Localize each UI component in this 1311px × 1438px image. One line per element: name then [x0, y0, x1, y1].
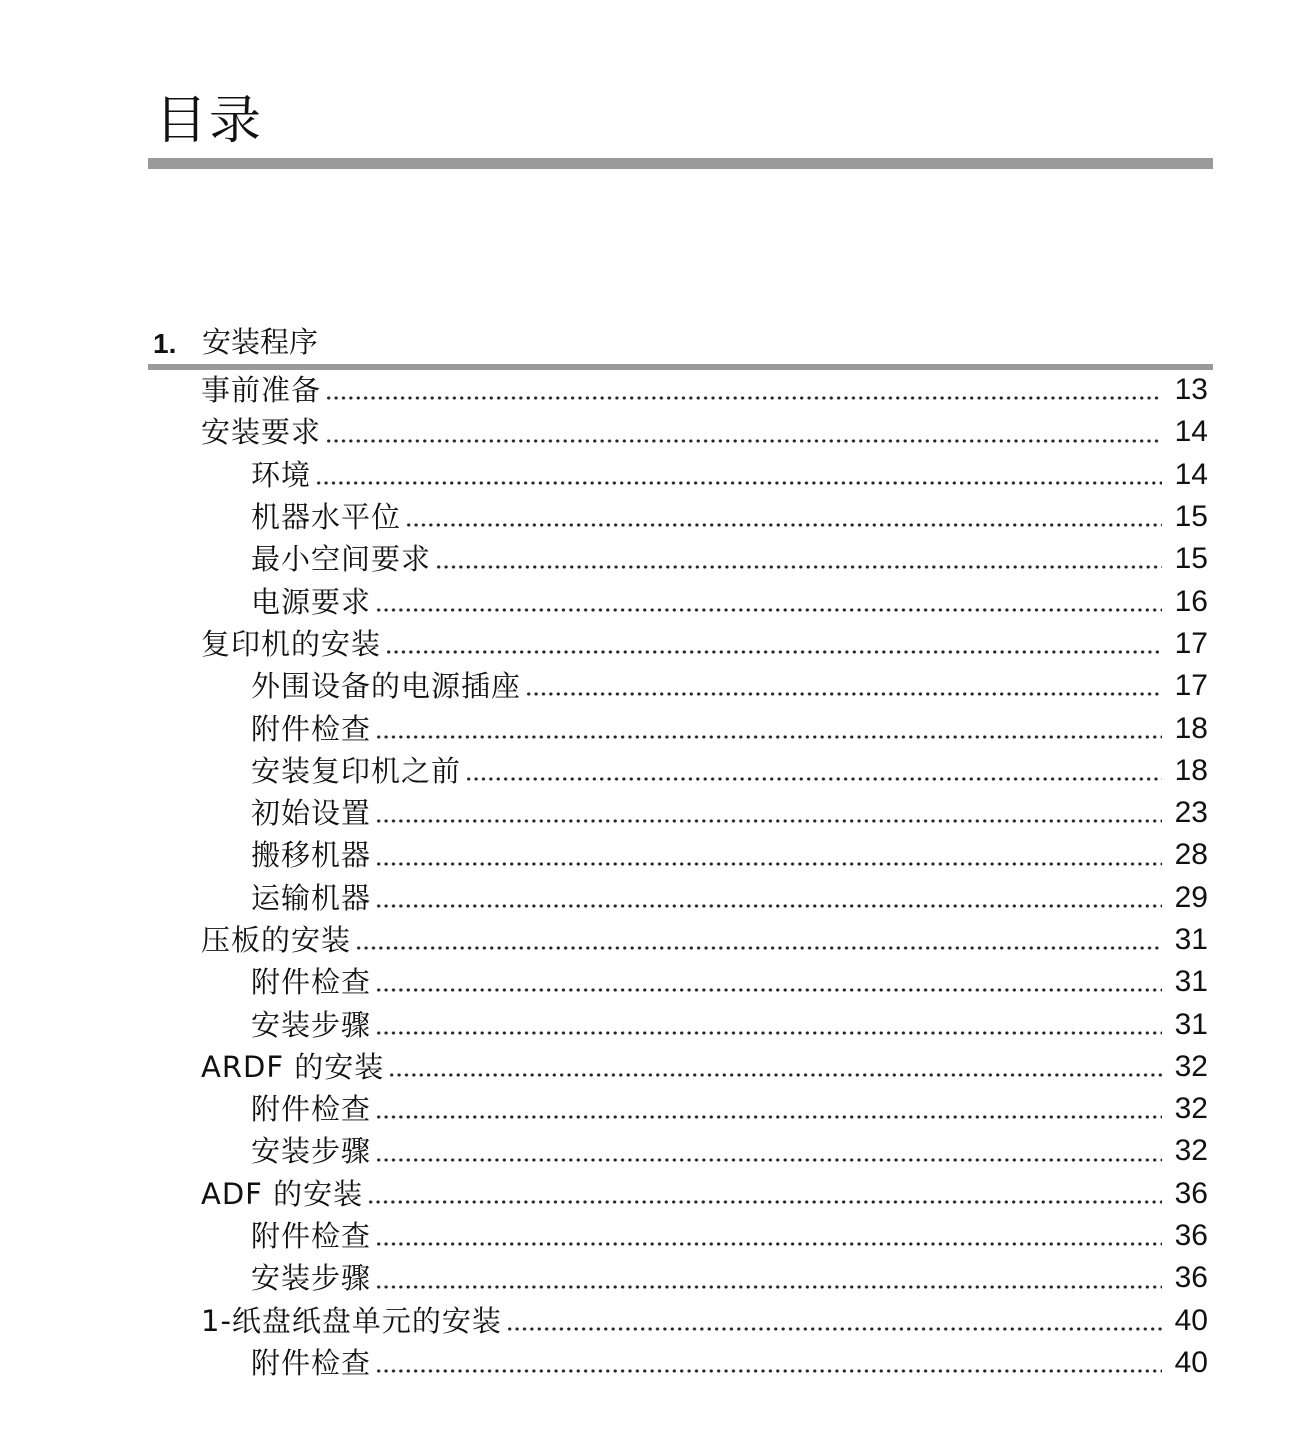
toc-entry[interactable]	[0, 538, 1311, 580]
toc-entry[interactable]	[0, 369, 1311, 411]
toc-page-number: 36	[1174, 1176, 1208, 1210]
toc-page-number: 31	[1174, 1007, 1208, 1041]
toc-page-number: 28	[1174, 838, 1208, 872]
dot-leader	[375, 1227, 1162, 1247]
dot-leader	[388, 1058, 1162, 1078]
toc-entry-title: 1-纸盘纸盘单元的安装	[201, 1303, 502, 1338]
toc-page-number: 13	[1174, 373, 1208, 407]
toc-page-number: 15	[1174, 542, 1208, 576]
toc-entry-title: 事前准备	[201, 373, 322, 408]
toc-page-number: 32	[1174, 1134, 1208, 1168]
toc-page-number: 36	[1174, 1219, 1208, 1253]
toc-entry-title: 复印机的安装	[201, 626, 382, 661]
chapter-title: 安装程序	[202, 325, 319, 359]
toc-entry[interactable]	[0, 834, 1311, 876]
toc-entry[interactable]	[0, 623, 1311, 665]
page-title: 目录	[155, 91, 264, 151]
toc-entry[interactable]	[0, 961, 1311, 1003]
toc-entry[interactable]	[0, 496, 1311, 538]
toc-page-number: 40	[1174, 1303, 1208, 1337]
dot-leader	[435, 550, 1162, 570]
toc-list	[0, 369, 1311, 1384]
toc-entry[interactable]	[0, 1003, 1311, 1045]
toc-entry[interactable]	[0, 750, 1311, 792]
toc-page-number: 36	[1174, 1261, 1208, 1295]
dot-leader	[375, 889, 1162, 909]
chapter-number: 1.	[153, 328, 177, 359]
dot-leader	[367, 1185, 1162, 1205]
toc-entry[interactable]	[0, 792, 1311, 834]
toc-entry[interactable]	[0, 707, 1311, 749]
toc-entry[interactable]	[0, 1130, 1311, 1172]
toc-entry[interactable]	[0, 411, 1311, 453]
dot-leader	[375, 1143, 1162, 1163]
toc-entry-title: 外围设备的电源插座	[251, 669, 522, 704]
toc-page-number: 18	[1174, 753, 1208, 787]
title-divider	[148, 158, 1213, 169]
toc-entry-title: 运输机器	[251, 880, 372, 915]
dot-leader	[465, 762, 1162, 782]
toc-entry-title: 电源要求	[251, 584, 372, 619]
toc-entry-title: ADF 的安装	[201, 1176, 364, 1211]
toc-page-number: 16	[1174, 584, 1208, 618]
toc-entry-title: 附件检查	[251, 1219, 372, 1254]
toc-entry-title: 压板的安装	[201, 923, 352, 957]
toc-page-number: 23	[1174, 796, 1208, 830]
toc-entry[interactable]	[0, 1342, 1311, 1384]
toc-page-number: 15	[1174, 500, 1208, 534]
dot-leader	[385, 635, 1162, 655]
toc-entry[interactable]	[0, 1088, 1311, 1130]
toc-entry-title: 安装复印机之前	[251, 753, 462, 788]
dot-leader	[325, 424, 1162, 444]
toc-page-number: 32	[1174, 1049, 1208, 1083]
dot-leader	[375, 720, 1162, 740]
toc-entry[interactable]	[0, 919, 1311, 961]
toc-entry-title: ARDF 的安装	[201, 1049, 385, 1084]
toc-entry[interactable]	[0, 665, 1311, 707]
toc-entry[interactable]	[0, 454, 1311, 496]
toc-entry-title: 附件检查	[251, 965, 372, 1000]
toc-page-number: 18	[1174, 711, 1208, 745]
toc-page-number: 40	[1174, 1345, 1208, 1379]
toc-entry-title: 安装步骤	[251, 1134, 372, 1169]
dot-leader	[375, 593, 1162, 613]
dot-leader	[375, 1100, 1162, 1120]
dot-leader	[375, 847, 1162, 867]
toc-entry-title: 附件检查	[251, 711, 372, 746]
toc-entry-title: 最小空间要求	[251, 542, 432, 577]
dot-leader	[375, 804, 1162, 824]
toc-entry-title: 安装步骤	[251, 1261, 372, 1296]
toc-page-number: 14	[1174, 457, 1208, 491]
dot-leader	[375, 1016, 1162, 1036]
toc-page-number: 31	[1174, 965, 1208, 999]
toc-page-number: 17	[1174, 626, 1208, 660]
dot-leader	[525, 677, 1162, 697]
toc-entry[interactable]	[0, 877, 1311, 919]
toc-entry[interactable]	[0, 1300, 1311, 1342]
dot-leader	[405, 508, 1162, 528]
toc-entry[interactable]	[0, 1173, 1311, 1215]
toc-entry[interactable]	[0, 580, 1311, 622]
toc-entry-title: 附件检查	[251, 1345, 372, 1380]
chapter-heading[interactable]	[150, 318, 1213, 362]
dot-leader	[315, 466, 1162, 486]
dot-leader	[325, 381, 1162, 401]
toc-page-number: 29	[1174, 880, 1208, 914]
toc-page-number: 14	[1174, 415, 1208, 449]
toc-entry[interactable]	[0, 1257, 1311, 1299]
toc-entry-title: 安装步骤	[251, 1007, 372, 1042]
toc-entry-title: 机器水平位	[251, 500, 402, 535]
toc-entry-title: 初始设置	[251, 796, 372, 831]
toc-page-number: 17	[1174, 669, 1208, 703]
toc-entry-title: 附件检查	[251, 1092, 372, 1127]
toc-entry-title: 安装要求	[201, 415, 322, 450]
dot-leader	[375, 973, 1162, 993]
dot-leader	[375, 1270, 1162, 1290]
toc-entry[interactable]	[0, 1046, 1311, 1088]
dot-leader	[506, 1312, 1162, 1332]
dot-leader	[355, 931, 1162, 951]
dot-leader	[375, 1354, 1162, 1374]
toc-page-number: 32	[1174, 1092, 1208, 1126]
toc-entry-title: 搬移机器	[251, 838, 372, 873]
toc-entry[interactable]	[0, 1215, 1311, 1257]
toc-entry-title: 环境	[251, 457, 312, 492]
toc-page-number: 31	[1174, 923, 1208, 956]
